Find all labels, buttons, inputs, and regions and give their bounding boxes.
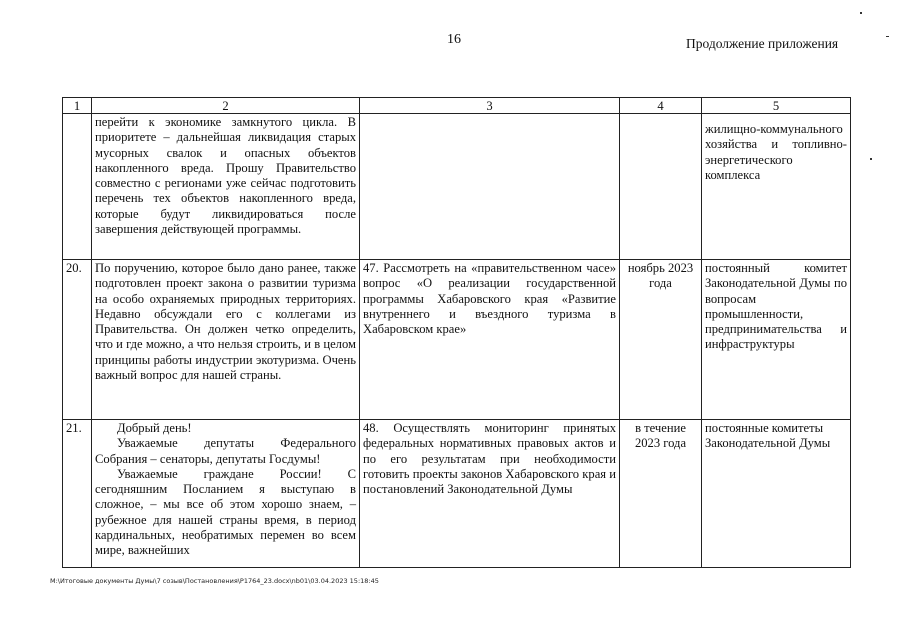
row-number: 20. — [63, 260, 92, 420]
continuation-label: Продолжение приложения — [686, 36, 839, 51]
message-text-cell: По поручению, которое было дано ранее, также подготовлен проект закона о развитии туризма на особо охраняемых природных территориях. Недавно обсуждали его с коллегами из Правительства. Он должен четко определить, что и где можно, а что нельзя строить, и в целом принципы работы индустрии экотуризма. Очень важный вопрос для нашей страны. — [92, 260, 360, 420]
table-row — [63, 114, 851, 260]
column-header: 1 — [63, 98, 92, 114]
responsible-cell: жилищно-коммунального хозяйства и топливно-энергетического комплекса — [702, 114, 851, 260]
row-number: 21. — [63, 420, 92, 568]
message-text-cell — [92, 420, 360, 568]
column-header: 5 — [702, 98, 851, 114]
deadline-cell: ноябрь 2023 года — [620, 260, 702, 420]
greeting-paragraph: Добрый день! — [117, 421, 192, 435]
column-header: 3 — [360, 98, 620, 114]
column-header: 2 — [92, 98, 360, 114]
scan-speck — [860, 12, 862, 14]
measure-cell: 48. Осуществлять мониторинг принятых федеральных нормативных правовых актов и по его результатам при необходимости готовить проекты законов Хабаровского края и постановлений Законодательной Думы — [360, 420, 620, 568]
scan-speck — [870, 158, 872, 160]
measure-cell — [360, 114, 620, 260]
table-row — [63, 420, 851, 568]
row-number — [63, 114, 92, 260]
appendix-table — [62, 97, 851, 568]
address-paragraph: Уважаемые депутаты Федерального Собрания – сенаторы, депутаты Госдумы! — [95, 436, 356, 466]
page-number: 16 — [447, 32, 461, 47]
table-row — [63, 260, 851, 420]
footer-file-path: M:\Итоговые документы Думы\7 созыв\Постановления\Р1764_23.docx\nb01\03.04.2023 15:18:45 — [50, 577, 379, 585]
deadline-cell — [620, 114, 702, 260]
responsible-cell: постоянный комитет Законодательной Думы по вопросам промышленности, предпринимательства и инфраструктуры — [702, 260, 851, 420]
column-header: 4 — [620, 98, 702, 114]
message-paragraph: Уважаемые граждане России! С сегодняшним Посланием я выступаю в сложное, – мы все об этом хорошо знаем, – рубежное для нашей страны время, в период кардинальных, необратимых перемен во всем мире, важнейших — [95, 466, 356, 558]
table-header-row — [63, 98, 851, 114]
message-text-cell: перейти к экономике замкнутого цикла. В приоритете – дальнейшая ликвидация старых мусорных свалок и опасных объектов накопленного вреда. Прошу Правительство совместно с регионами уже сейчас подготовить перечень тех объектов накопленного вреда, которые будут ликвидироваться после завершения действующей программы. — [92, 114, 360, 260]
deadline-cell: в течение 2023 года — [620, 420, 702, 568]
scan-speck — [886, 36, 889, 37]
responsible-cell: постоянные комитеты Законодательной Думы — [702, 420, 851, 568]
measure-cell: 47. Рассмотреть на «правительственном часе» вопрос «О реализации государственной программы Хабаровского края «Развитие внутреннего и въездного туризма в Хабаровском крае» — [360, 260, 620, 420]
